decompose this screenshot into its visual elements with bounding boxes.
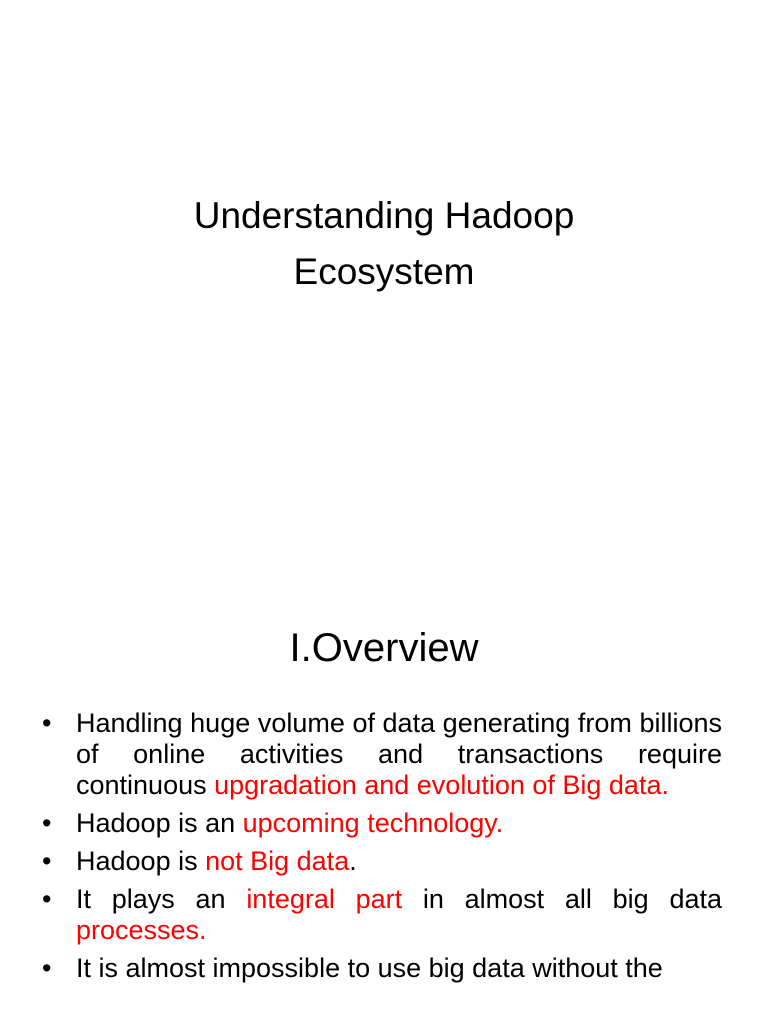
bullet-item xyxy=(40,708,722,801)
bullet-text-after: in almost all big data xyxy=(402,884,722,914)
bullet-text: Handling huge volume of data generating from billions of online activities and transactions require continuous xyxy=(76,708,722,800)
bullet-dot-icon: • xyxy=(42,808,52,838)
title-line-1: Understanding Hadoop xyxy=(193,195,575,236)
bullet-highlight: not Big data xyxy=(205,846,350,876)
title-slide-heading xyxy=(84,188,684,300)
bullet-dot-icon: • xyxy=(42,884,52,914)
bullet-item xyxy=(40,884,722,946)
bullet-text: It plays an xyxy=(76,884,247,914)
bullet-item xyxy=(40,808,722,839)
bullet-text: Hadoop is an xyxy=(76,808,243,838)
bullet-text: It is almost impossible to use big data without the xyxy=(76,953,663,983)
bullet-item xyxy=(40,953,722,984)
bullet-text-after: . xyxy=(349,846,357,876)
overview-heading: I.Overview xyxy=(289,626,479,670)
title-line-2: Ecosystem xyxy=(293,251,475,292)
bullet-dot-icon: • xyxy=(42,708,52,738)
bullet-highlight: upgradation and evolution of Big data. xyxy=(214,770,669,800)
bullet-item xyxy=(40,846,722,877)
bullet-highlight: integral part xyxy=(246,884,403,914)
overview-slide xyxy=(0,576,768,1024)
bullet-dot-icon: • xyxy=(42,953,52,983)
bullet-text: Hadoop is xyxy=(76,846,206,876)
bullet-highlight: upcoming technology. xyxy=(242,808,504,838)
bullet-highlight-2: processes. xyxy=(76,915,207,945)
bullet-list xyxy=(40,708,722,991)
bullet-dot-icon: • xyxy=(42,846,52,876)
